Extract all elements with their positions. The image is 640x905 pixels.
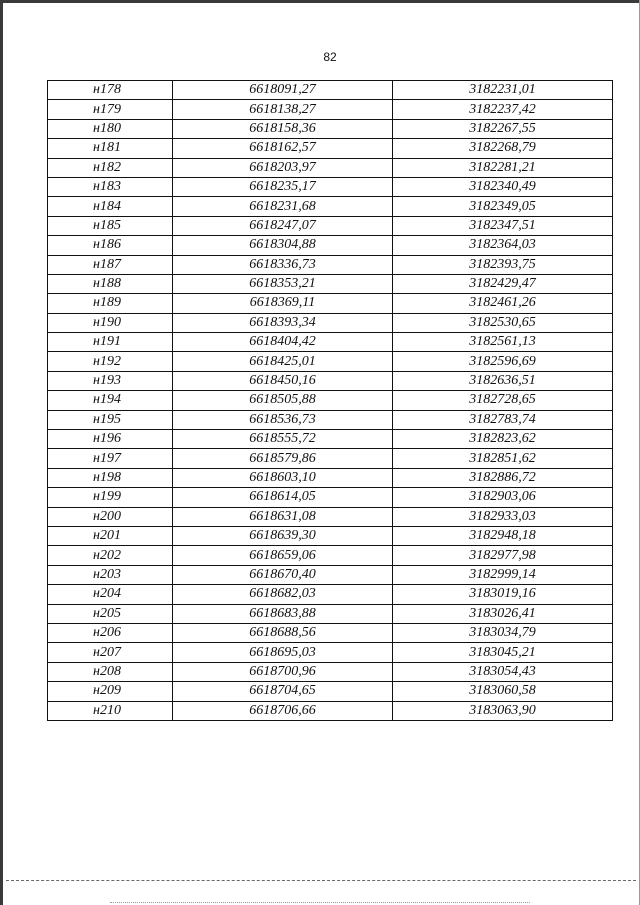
- y-coordinate-cell: 3183045,21: [393, 643, 613, 662]
- x-coordinate-cell: 6618688,56: [173, 623, 393, 642]
- y-coordinate-cell: 3182823,62: [393, 430, 613, 449]
- table-row: [48, 313, 613, 332]
- table-row: [48, 158, 613, 177]
- y-coordinate-cell: 3182364,03: [393, 236, 613, 255]
- table-row: [48, 294, 613, 313]
- point-name-cell: н202: [48, 546, 173, 565]
- point-name-cell: н205: [48, 604, 173, 623]
- x-coordinate-cell: 6618450,16: [173, 371, 393, 390]
- point-name-cell: н198: [48, 468, 173, 487]
- y-coordinate-cell: 3182948,18: [393, 526, 613, 545]
- y-coordinate-cell: 3182267,55: [393, 119, 613, 138]
- y-coordinate-cell: 3182393,75: [393, 255, 613, 274]
- table-row: [48, 604, 613, 623]
- x-coordinate-cell: 6618231,68: [173, 197, 393, 216]
- point-name-cell: н183: [48, 177, 173, 196]
- x-coordinate-cell: 6618091,27: [173, 81, 393, 100]
- y-coordinate-cell: 3182461,26: [393, 294, 613, 313]
- x-coordinate-cell: 6618425,01: [173, 352, 393, 371]
- x-coordinate-cell: 6618404,42: [173, 333, 393, 352]
- x-coordinate-cell: 6618235,17: [173, 177, 393, 196]
- table-row: [48, 352, 613, 371]
- x-coordinate-cell: 6618138,27: [173, 100, 393, 119]
- x-coordinate-cell: 6618555,72: [173, 430, 393, 449]
- point-name-cell: н184: [48, 197, 173, 216]
- point-name-cell: н196: [48, 430, 173, 449]
- point-name-cell: н208: [48, 662, 173, 681]
- x-coordinate-cell: 6618393,34: [173, 313, 393, 332]
- x-coordinate-cell: 6618162,57: [173, 139, 393, 158]
- table-row: [48, 333, 613, 352]
- y-coordinate-cell: 3182347,51: [393, 216, 613, 235]
- x-coordinate-cell: 6618158,36: [173, 119, 393, 138]
- table-row: [48, 119, 613, 138]
- table-row: [48, 177, 613, 196]
- x-coordinate-cell: 6618695,03: [173, 643, 393, 662]
- y-coordinate-cell: 3182429,47: [393, 274, 613, 293]
- point-name-cell: н181: [48, 139, 173, 158]
- y-coordinate-cell: 3182530,65: [393, 313, 613, 332]
- coordinates-table-body: [48, 81, 613, 721]
- point-name-cell: н209: [48, 682, 173, 701]
- table-row: [48, 236, 613, 255]
- table-row: [48, 701, 613, 720]
- point-name-cell: н210: [48, 701, 173, 720]
- point-name-cell: н179: [48, 100, 173, 119]
- x-coordinate-cell: 6618336,73: [173, 255, 393, 274]
- table-row: [48, 371, 613, 390]
- table-row: [48, 255, 613, 274]
- x-coordinate-cell: 6618603,10: [173, 468, 393, 487]
- coordinates-table: [47, 80, 613, 721]
- table-row: [48, 565, 613, 584]
- x-coordinate-cell: 6618579,86: [173, 449, 393, 468]
- point-name-cell: н201: [48, 526, 173, 545]
- y-coordinate-cell: 3182903,06: [393, 488, 613, 507]
- point-name-cell: н193: [48, 371, 173, 390]
- y-coordinate-cell: 3183054,43: [393, 662, 613, 681]
- table-row: [48, 585, 613, 604]
- scan-artifact-line: [6, 880, 636, 881]
- x-coordinate-cell: 6618704,65: [173, 682, 393, 701]
- table-row: [48, 546, 613, 565]
- y-coordinate-cell: 3182561,13: [393, 333, 613, 352]
- x-coordinate-cell: 6618700,96: [173, 662, 393, 681]
- y-coordinate-cell: 3182977,98: [393, 546, 613, 565]
- point-name-cell: н178: [48, 81, 173, 100]
- x-coordinate-cell: 6618670,40: [173, 565, 393, 584]
- point-name-cell: н187: [48, 255, 173, 274]
- x-coordinate-cell: 6618304,88: [173, 236, 393, 255]
- x-coordinate-cell: 6618631,08: [173, 507, 393, 526]
- point-name-cell: н197: [48, 449, 173, 468]
- point-name-cell: н203: [48, 565, 173, 584]
- y-coordinate-cell: 3182851,62: [393, 449, 613, 468]
- x-coordinate-cell: 6618353,21: [173, 274, 393, 293]
- x-coordinate-cell: 6618682,03: [173, 585, 393, 604]
- point-name-cell: н188: [48, 274, 173, 293]
- y-coordinate-cell: 3182596,69: [393, 352, 613, 371]
- point-name-cell: н190: [48, 313, 173, 332]
- table-row: [48, 623, 613, 642]
- x-coordinate-cell: 6618536,73: [173, 410, 393, 429]
- y-coordinate-cell: 3182231,01: [393, 81, 613, 100]
- x-coordinate-cell: 6618639,30: [173, 526, 393, 545]
- scan-artifact-line: [110, 902, 530, 903]
- x-coordinate-cell: 6618505,88: [173, 391, 393, 410]
- y-coordinate-cell: 3183034,79: [393, 623, 613, 642]
- table-row: [48, 100, 613, 119]
- point-name-cell: н200: [48, 507, 173, 526]
- table-row: [48, 430, 613, 449]
- table-row: [48, 391, 613, 410]
- point-name-cell: н204: [48, 585, 173, 604]
- x-coordinate-cell: 6618369,11: [173, 294, 393, 313]
- table-row: [48, 526, 613, 545]
- point-name-cell: н186: [48, 236, 173, 255]
- point-name-cell: н199: [48, 488, 173, 507]
- y-coordinate-cell: 3183026,41: [393, 604, 613, 623]
- table-row: [48, 410, 613, 429]
- table-row: [48, 662, 613, 681]
- y-coordinate-cell: 3183060,58: [393, 682, 613, 701]
- y-coordinate-cell: 3182933,03: [393, 507, 613, 526]
- y-coordinate-cell: 3182340,49: [393, 177, 613, 196]
- table-row: [48, 197, 613, 216]
- table-row: [48, 216, 613, 235]
- table-row: [48, 488, 613, 507]
- y-coordinate-cell: 3182349,05: [393, 197, 613, 216]
- x-coordinate-cell: 6618203,97: [173, 158, 393, 177]
- table-row: [48, 682, 613, 701]
- table-row: [48, 468, 613, 487]
- point-name-cell: н185: [48, 216, 173, 235]
- point-name-cell: н206: [48, 623, 173, 642]
- point-name-cell: н207: [48, 643, 173, 662]
- point-name-cell: н189: [48, 294, 173, 313]
- y-coordinate-cell: 3182999,14: [393, 565, 613, 584]
- table-row: [48, 643, 613, 662]
- y-coordinate-cell: 3182268,79: [393, 139, 613, 158]
- table-row: [48, 139, 613, 158]
- x-coordinate-cell: 6618247,07: [173, 216, 393, 235]
- table-row: [48, 507, 613, 526]
- table-row: [48, 449, 613, 468]
- point-name-cell: н182: [48, 158, 173, 177]
- point-name-cell: н194: [48, 391, 173, 410]
- x-coordinate-cell: 6618706,66: [173, 701, 393, 720]
- x-coordinate-cell: 6618659,06: [173, 546, 393, 565]
- scan-border-top: [0, 0, 640, 3]
- table-row: [48, 81, 613, 100]
- point-name-cell: н192: [48, 352, 173, 371]
- y-coordinate-cell: 3182886,72: [393, 468, 613, 487]
- y-coordinate-cell: 3183063,90: [393, 701, 613, 720]
- x-coordinate-cell: 6618614,05: [173, 488, 393, 507]
- page-number: 82: [323, 50, 337, 64]
- y-coordinate-cell: 3182783,74: [393, 410, 613, 429]
- y-coordinate-cell: 3182281,21: [393, 158, 613, 177]
- x-coordinate-cell: 6618683,88: [173, 604, 393, 623]
- y-coordinate-cell: 3183019,16: [393, 585, 613, 604]
- point-name-cell: н195: [48, 410, 173, 429]
- y-coordinate-cell: 3182237,42: [393, 100, 613, 119]
- y-coordinate-cell: 3182728,65: [393, 391, 613, 410]
- scan-border-left: [0, 0, 3, 905]
- table-row: [48, 274, 613, 293]
- y-coordinate-cell: 3182636,51: [393, 371, 613, 390]
- point-name-cell: н180: [48, 119, 173, 138]
- point-name-cell: н191: [48, 333, 173, 352]
